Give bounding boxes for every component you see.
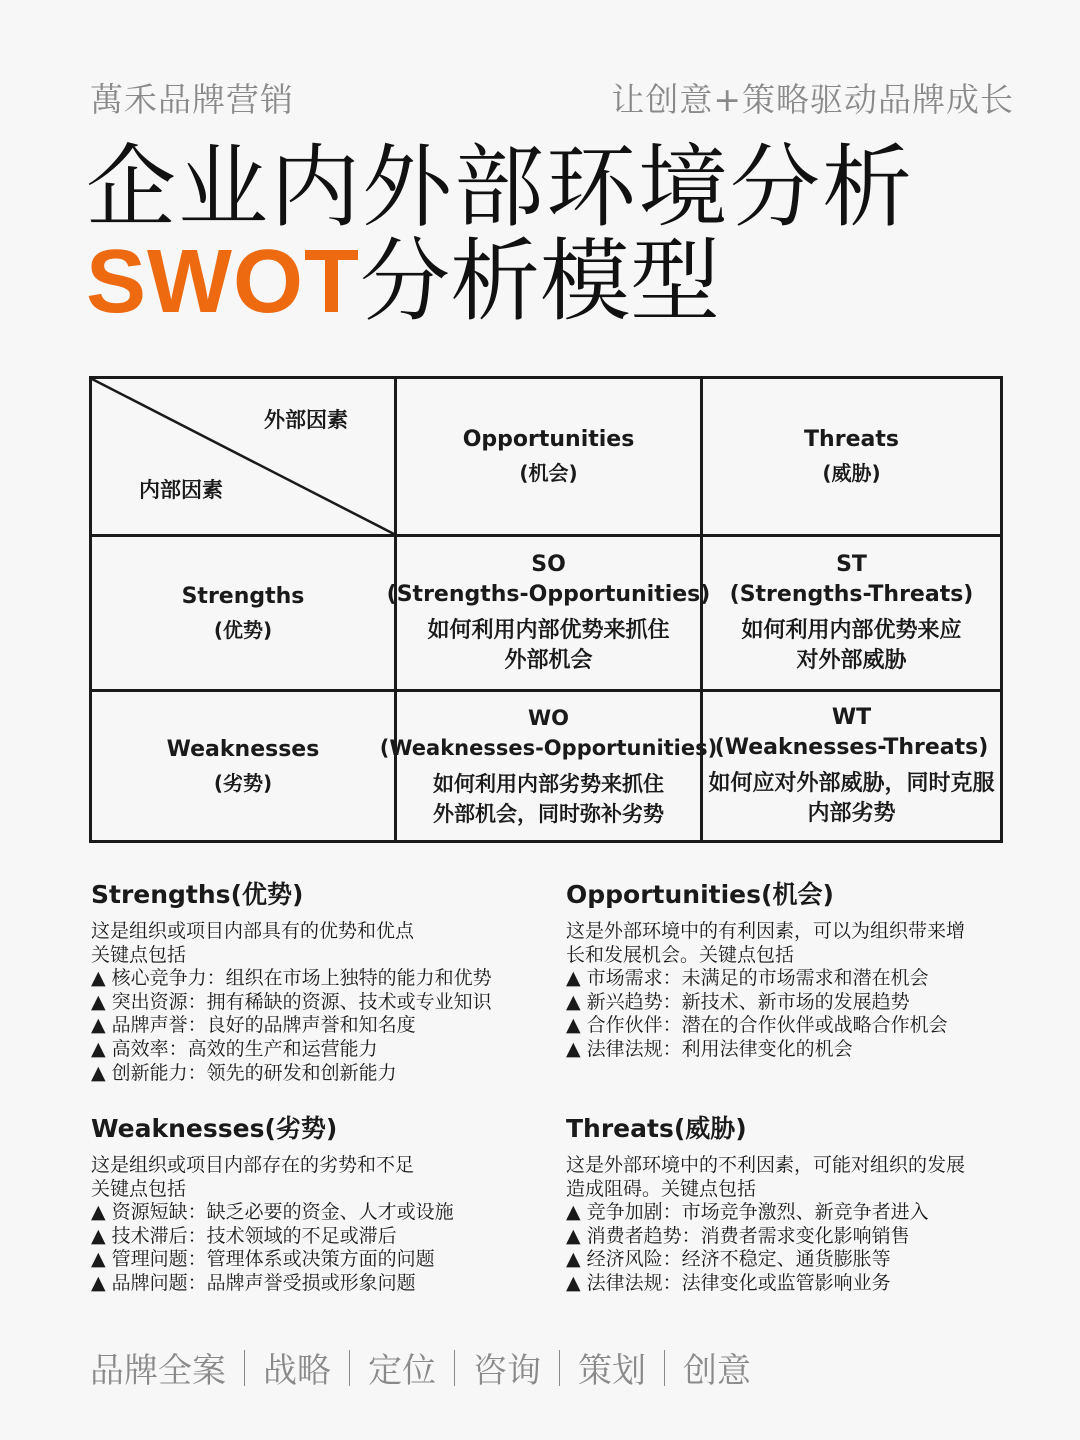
footer-divider — [454, 1350, 455, 1386]
header-opportunities — [394, 379, 700, 534]
row-strengths — [92, 534, 394, 689]
row-strengths-en: Strengths — [181, 583, 305, 609]
footer-item: 品牌全案 — [90, 1351, 226, 1391]
section-weaknesses-heading: Weaknesses(劣势) — [91, 1114, 338, 1143]
header-threats — [700, 379, 1000, 534]
cell-wt-full: (Weaknesses-Threats) — [714, 735, 989, 760]
list-item: ▲ 技术滞后：技术领域的不足或滞后 — [91, 1224, 397, 1247]
header-opportunities-cn: (机会) — [519, 461, 578, 485]
corner-diagonal — [92, 379, 394, 534]
matrix-corner — [92, 379, 394, 534]
header-opportunities-en: Opportunities — [462, 427, 635, 452]
section-weaknesses — [91, 1114, 551, 1296]
brand-slogan: 让创意+策略驱动品牌成长 — [611, 80, 1014, 119]
cell-st-desc2: 对外部威胁 — [796, 648, 907, 673]
section-opportunities-desc: 这是外部环境中的有利因素，可以为组织带来增长和发展机会。关键点包括 — [566, 920, 966, 966]
cell-so-desc2: 外部机会 — [504, 648, 593, 673]
cell-so-full: (Strengths-Opportunities) — [386, 582, 711, 607]
cell-so — [386, 534, 711, 689]
list-item: ▲ 创新能力：领先的研发和创新能力 — [91, 1061, 397, 1084]
cell-wo-code: WO — [527, 706, 569, 730]
row-weaknesses-en: Weaknesses — [166, 736, 320, 762]
cell-wo — [379, 689, 718, 840]
row-weaknesses — [92, 689, 394, 840]
section-strengths-heading: Strengths(优势) — [91, 880, 304, 909]
brand-name: 萬禾品牌营销 — [90, 80, 294, 119]
section-strengths-desc: 这是组织或项目内部具有的优势和优点关键点包括 — [91, 920, 415, 966]
list-item: ▲ 经济风险：经济不稳定、通货膨胀等 — [566, 1248, 891, 1271]
cell-st — [700, 534, 1000, 689]
header-threats-cn: (威胁) — [822, 461, 881, 485]
page-title: 企业内外部环境分析 — [86, 135, 914, 240]
list-item: ▲ 核心竞争力：组织在市场上独特的能力和优势 — [91, 967, 492, 989]
swot-matrix — [89, 376, 1003, 843]
section-weaknesses-desc: 这是组织或项目内部存在的劣势和不足关键点包括 — [91, 1154, 415, 1200]
corner-internal-label: 内部因素 — [139, 478, 223, 502]
cell-st-code: ST — [836, 552, 867, 577]
cell-wt-desc2: 内部劣势 — [807, 801, 896, 826]
list-item: ▲ 法律法规：利用法律变化的机会 — [566, 1038, 853, 1061]
footer-item: 战略 — [263, 1351, 331, 1391]
list-item: ▲ 市场需求：未满足的市场需求和潜在机会 — [566, 967, 929, 989]
section-strengths — [91, 880, 551, 1086]
corner-external-label: 外部因素 — [264, 408, 348, 432]
cell-so-code: SO — [531, 552, 566, 577]
list-item: ▲ 资源短缺：缺乏必要的资金、人才或设施 — [91, 1201, 454, 1223]
cell-wo-full: (Weaknesses-Opportunities) — [379, 736, 718, 760]
cell-wt-desc1: 如何应对外部威胁，同时克服 — [708, 771, 995, 796]
list-item: ▲ 竞争加剧：市场竞争激烈、新竞争者进入 — [566, 1201, 929, 1223]
list-item: ▲ 合作伙伴：潜在的合作伙伴或战略合作机会 — [566, 1014, 948, 1037]
swot-accent: SWOT — [86, 232, 360, 332]
cell-st-full: (Strengths-Threats) — [729, 582, 974, 607]
list-item: ▲ 法律法规：法律变化或监管影响业务 — [566, 1272, 891, 1295]
cell-wo-desc2: 外部机会，同时弥补劣势 — [433, 802, 664, 826]
list-item: ▲ 品牌声誉：良好的品牌声誉和知名度 — [91, 1014, 416, 1037]
cell-wo-desc1: 如何利用内部劣势来抓住 — [433, 772, 664, 796]
footer-divider — [559, 1350, 560, 1386]
footer-item: 创意 — [683, 1351, 751, 1391]
section-threats — [566, 1114, 1026, 1296]
list-item: ▲ 消费者趋势：消费者需求变化影响销售 — [566, 1224, 910, 1247]
footer-item: 策划 — [578, 1351, 646, 1391]
list-item: ▲ 突出资源：拥有稀缺的资源、技术或专业知识 — [91, 990, 492, 1013]
service-footer — [90, 1343, 751, 1392]
footer-divider — [349, 1350, 350, 1386]
subtitle-rest: 分析模型 — [359, 229, 720, 334]
list-item: ▲ 品牌问题：品牌声誉受损或形象问题 — [91, 1272, 416, 1295]
cell-wt-code: WT — [831, 705, 872, 730]
footer-item: 咨询 — [473, 1351, 541, 1391]
footer-divider — [244, 1350, 245, 1386]
section-threats-heading: Threats(威胁) — [566, 1114, 747, 1143]
row-weaknesses-cn: (劣势) — [213, 770, 273, 795]
footer-divider — [664, 1350, 665, 1386]
page-subtitle — [86, 229, 720, 334]
row-strengths-cn: (优势) — [213, 617, 273, 642]
section-opportunities — [566, 880, 1026, 1062]
header-threats-en: Threats — [804, 427, 899, 452]
list-item: ▲ 管理问题：管理体系或决策方面的问题 — [91, 1248, 435, 1271]
cell-st-desc1: 如何利用内部优势来应 — [741, 618, 962, 643]
list-item: ▲ 新兴趋势：新技术、新市场的发展趋势 — [566, 990, 910, 1013]
section-threats-desc: 这是外部环境中的不利因素，可能对组织的发展造成阻碍。关键点包括 — [566, 1154, 966, 1200]
cell-so-desc1: 如何利用内部优势来抓住 — [427, 618, 670, 643]
footer-item: 定位 — [368, 1351, 436, 1391]
section-opportunities-heading: Opportunities(机会) — [566, 880, 834, 909]
cell-wt — [700, 689, 1000, 840]
list-item: ▲ 高效率：高效的生产和运营能力 — [91, 1038, 378, 1061]
